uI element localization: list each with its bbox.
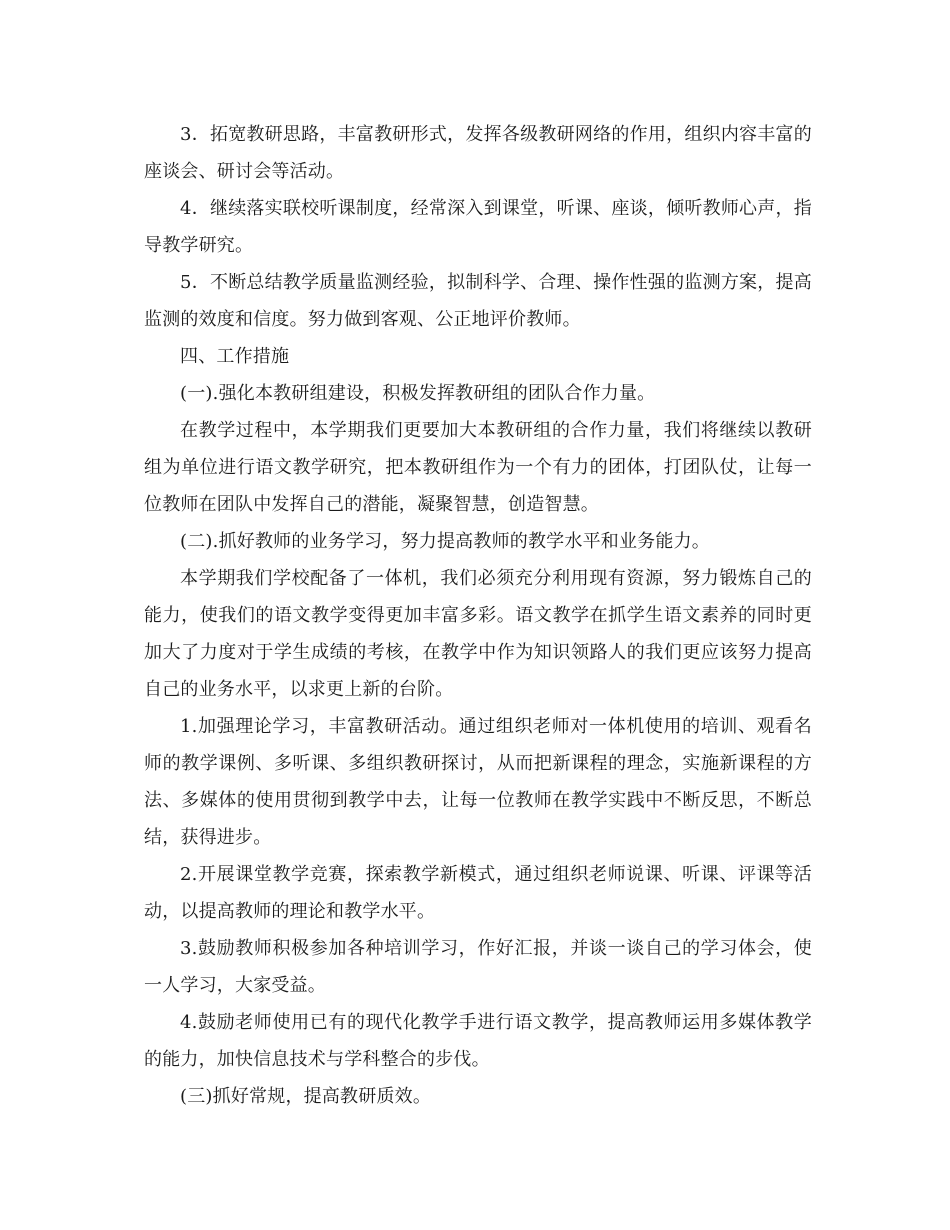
paragraph: 4．继续落实联校听课制度，经常深入到课堂，听课、座谈，倾听教师心声，指导教学研究。 xyxy=(144,198,812,256)
document-body xyxy=(144,116,812,1115)
subsection-heading: (一).强化本教研组建设，积极发挥教研组的团队合作力量。 xyxy=(180,383,656,404)
paragraph: 5．不断总结教学质量监测经验，拟制科学、合理、操作性强的监测方案，提高监测的效度和信度。努力做到客观、公正地评价教师。 xyxy=(144,272,812,330)
paragraph: 在教学过程中，本学期我们更要加大本教研组的合作力量，我们将继续以教研组为单位进行语文教学研究，把本教研组作为一个有力的团体，打团队仗，让每一位教师在团队中发挥自己的潜能，凝聚智慧，创造智慧。 xyxy=(144,420,812,515)
paragraph: 3．拓宽教研思路，丰富教研形式，发挥各级教研网络的作用，组织内容丰富的座谈会、研讨会等活动。 xyxy=(144,124,812,182)
subsection-heading: (二).抓好教师的业务学习，努力提高教师的教学水平和业务能力。 xyxy=(180,531,710,552)
list-item: 1.加强理论学习，丰富教研活动。通过组织老师对一体机使用的培训、观看名师的教学课例、多听课、多组织教研探讨，从而把新课程的理念，实施新课程的方法、多媒体的使用贯彻到教学中去，让每一位教师在教学实践中不断反思，不断总结，获得进步。 xyxy=(144,716,812,848)
section-heading: 四、工作措施 xyxy=(180,346,290,367)
list-item: 4.鼓励老师使用已有的现代化教学手进行语文教学，提高教师运用多媒体教学的能力，加快信息技术与学科整合的步伐。 xyxy=(144,1012,812,1070)
list-item: 2.开展课堂教学竞赛，探索教学新模式，通过组织老师说课、听课、评课等活动，以提高教师的理论和教学水平。 xyxy=(144,864,812,922)
paragraph: 本学期我们学校配备了一体机，我们必须充分利用现有资源，努力锻炼自己的能力，使我们的语文教学变得更加丰富多彩。语文教学在抓学生语文素养的同时更加大了力度对于学生成绩的考核，在教学中作为知识领路人的我们更应该努力提高自己的业务水平，以求更上新的台阶。 xyxy=(144,568,812,700)
subsection-heading: (三)抓好常规，提高教研质效。 xyxy=(180,1086,432,1107)
list-item: 3.鼓励教师积极参加各种培训学习，作好汇报，并谈一谈自己的学习体会，使一人学习，大家受益。 xyxy=(144,938,812,996)
